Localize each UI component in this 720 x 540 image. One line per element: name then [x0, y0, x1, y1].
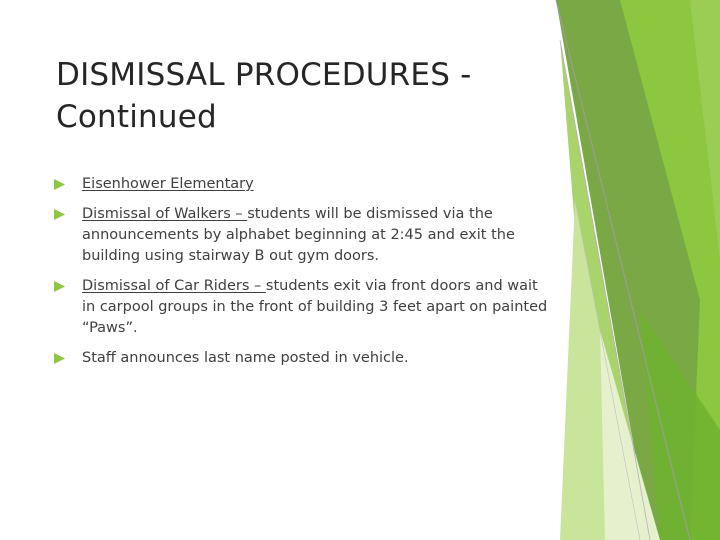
title-line-1: DISMISSAL PROCEDURES -	[56, 57, 472, 93]
bullet-lead: Dismissal of Car Riders –	[82, 278, 266, 294]
green-right-triangle-icon	[54, 353, 65, 364]
list-item	[54, 174, 554, 195]
bullet-text: students will be dismissed via the announcements by alphabet beginning at 2:45 and exit the building using stairway B out gym doors.	[82, 206, 515, 264]
green-right-triangle-icon	[54, 281, 65, 292]
bullet-text: Staff announces last name posted in vehicle.	[82, 350, 409, 366]
list-item	[54, 348, 554, 369]
list-item	[54, 204, 554, 267]
bullet-text: students exit via front doors and wait in carpool groups in the front of building 3 feet apart on painted “Paws”.	[82, 278, 548, 336]
list-item	[54, 276, 554, 339]
green-right-triangle-icon	[54, 179, 65, 190]
green-right-triangle-icon	[54, 209, 65, 220]
bullet-lead: Dismissal of Walkers –	[82, 206, 248, 222]
bullet-list	[54, 174, 554, 369]
bullet-lead: Eisenhower Elementary	[82, 176, 254, 192]
slide-title	[56, 54, 536, 138]
title-line-2: Continued	[56, 99, 217, 135]
